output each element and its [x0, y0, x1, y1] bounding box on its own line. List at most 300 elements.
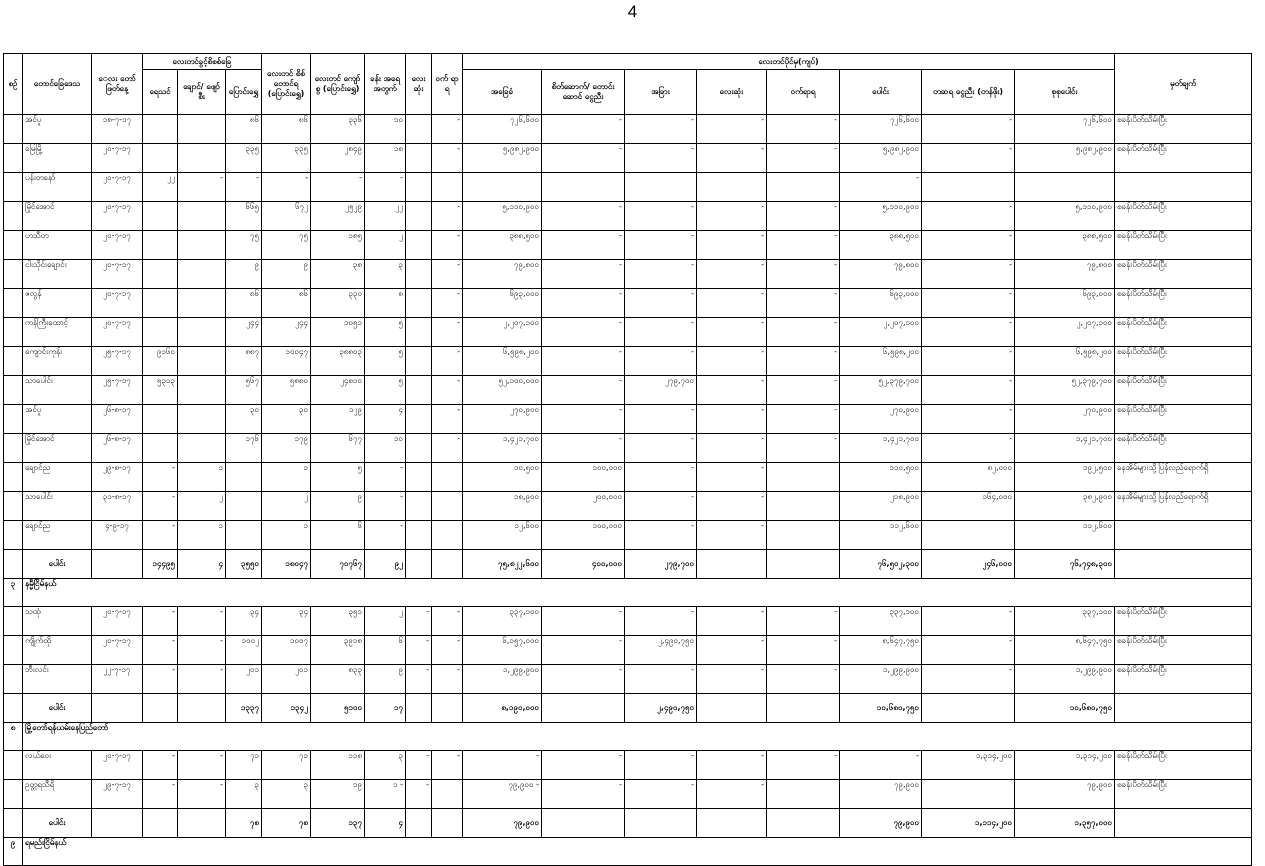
header-value-sub: ပေါင်း [840, 70, 922, 115]
data-cell: - [625, 780, 697, 809]
remark-cell: နေအိမ်များသို့ပြန်လည်ရောက်ရှိ [1115, 463, 1252, 492]
data-cell: ၅,၁၁၀,၉၀၀ [1015, 202, 1115, 231]
data-cell [4, 665, 23, 694]
township-cell: ဥတ္တရသီရိ [23, 780, 92, 809]
data-cell: ၃၃၀ [311, 289, 365, 318]
data-cell [406, 434, 432, 463]
data-cell [406, 405, 432, 434]
remark-cell: စခန်းပိတ်သိမ်းပြီး [1115, 376, 1252, 405]
data-cell [143, 289, 178, 318]
data-cell: - [542, 318, 625, 347]
data-cell: - [625, 289, 697, 318]
header-remarks: မှတ်ချက် [1115, 54, 1252, 115]
data-cell [226, 463, 262, 492]
data-cell: - [697, 115, 767, 144]
data-cell: - [432, 231, 463, 260]
data-cell: ၂၇၉,၇၀၀ [625, 376, 697, 405]
remark-cell: နေအိမ်များသို့ပြန်လည်ရောက်ရှိ [1115, 492, 1252, 521]
data-cell [143, 405, 178, 434]
empty-cell [4, 694, 23, 723]
data-cell: - [922, 434, 1015, 463]
data-cell: ၁,၃၁၄,၂၀၀ [1015, 751, 1115, 780]
data-cell: ၂၄၄ [262, 318, 311, 347]
data-cell: ၁၂၉ [311, 405, 365, 434]
data-cell: - [432, 665, 463, 694]
data-cell: ၂၀၁ [262, 665, 311, 694]
remark-cell [1115, 521, 1252, 550]
data-cell: ၉ [262, 260, 311, 289]
data-cell: - [625, 115, 697, 144]
data-cell [4, 492, 23, 521]
data-cell [922, 780, 1015, 809]
data-cell: ၃၈၈,၅၀၀ [463, 231, 542, 260]
total-cell: ၂၇၉,၇၀၀ [625, 550, 697, 579]
data-cell [4, 376, 23, 405]
table-row [4, 260, 1252, 289]
data-cell: - [625, 521, 697, 550]
data-cell: ၇၅ [226, 231, 262, 260]
remark-cell: စခန်းပိတ်သိမ်းပြီး [1115, 434, 1252, 463]
data-cell: ၄-၉-၁၇ [92, 521, 143, 550]
data-cell: - [432, 202, 463, 231]
data-cell: - [922, 607, 1015, 636]
data-cell: - [432, 405, 463, 434]
data-cell: ၃ [365, 260, 406, 289]
data-cell: ၂၀၀,၀၀၀ [542, 492, 625, 521]
total-row [4, 550, 1252, 579]
data-cell: ၂၉-၇-၁၇ [92, 780, 143, 809]
data-cell: - [767, 289, 840, 318]
data-cell: - [143, 463, 178, 492]
data-cell: ၅,၉၈၂,၉၀၀ [463, 144, 542, 173]
table-row [4, 115, 1252, 144]
data-cell: - [922, 260, 1015, 289]
total-cell: ၇၈ [226, 809, 262, 838]
section-number: ၈ [4, 723, 23, 751]
data-cell: - [542, 202, 625, 231]
header-value-sub: လေးဆုံး [697, 70, 767, 115]
data-cell: - [697, 260, 767, 289]
data-cell: ၂၇၀,၉၀၀ [1015, 405, 1115, 434]
data-cell: - [697, 751, 767, 780]
page-number: 4 [627, 2, 638, 21]
total-cell: ၁၃၇ [311, 809, 365, 838]
data-cell [463, 173, 542, 202]
data-cell: - [697, 665, 767, 694]
data-cell: ၁၁၀,၅၀၀ [840, 463, 922, 492]
table-row [4, 405, 1252, 434]
data-cell: - [767, 434, 840, 463]
data-cell: - [178, 636, 226, 665]
empty-cell [406, 550, 432, 579]
data-cell: ၁ [178, 463, 226, 492]
data-cell: - [365, 173, 406, 202]
data-cell [406, 318, 432, 347]
data-cell: ၁၉ [311, 780, 365, 809]
header-actual: လေးတင် ကျော်စွ (ပြောင်းရွှေ) [311, 54, 365, 115]
data-cell: - [922, 376, 1015, 405]
data-cell: ၃ [262, 780, 311, 809]
data-cell: - [262, 173, 311, 202]
total-cell: ၁,၁၁၄,၂၀၀ [922, 809, 1015, 838]
section-title: ရမည်းငြိမ်နယ် [23, 838, 1252, 866]
data-cell: ၁၀၅၁ [311, 318, 365, 347]
total-cell: ၉၂ [365, 550, 406, 579]
data-cell: ၁၆၄,၀၀၀ [922, 492, 1015, 521]
data-cell [178, 376, 226, 405]
township-cell: သထုံ [23, 607, 92, 636]
data-cell: ၈,၆၄၇,၇၅၀ [1015, 636, 1115, 665]
data-cell: ၁၀၀,၀၀၀ [542, 463, 625, 492]
section-number: ၃ [4, 579, 23, 607]
remark-cell: စခန်းပိတ်သိမ်းပြီး [1115, 231, 1252, 260]
township-cell: မြိုင်အောင် [23, 202, 92, 231]
data-cell: ၇၂၆,၆၀၀ [840, 115, 922, 144]
data-cell: - [432, 144, 463, 173]
data-cell [143, 115, 178, 144]
data-cell [178, 289, 226, 318]
total-label: ပေါင်း [23, 809, 92, 838]
data-cell: - [406, 607, 432, 636]
data-cell [922, 521, 1015, 550]
data-cell [767, 492, 840, 521]
header-bid-sub: ရေသင် [143, 70, 178, 115]
table-body [4, 115, 1252, 866]
data-cell: - [178, 665, 226, 694]
remark-cell: စခန်းပိတ်သိမ်းပြီး [1115, 751, 1252, 780]
data-cell: - [625, 144, 697, 173]
data-cell: ၈,၆၄၇,၇၅၀ [840, 636, 922, 665]
table-row [4, 202, 1252, 231]
table-row [4, 289, 1252, 318]
table-row [4, 521, 1252, 550]
data-cell [767, 521, 840, 550]
data-cell: - [767, 260, 840, 289]
data-cell: ၁,၃၁၄,၂၀၀ [922, 751, 1015, 780]
data-cell: ၂၄၄ [226, 318, 262, 347]
data-cell: ၉ [311, 492, 365, 521]
township-cell: ကန်ကြီးထောင့် [23, 318, 92, 347]
data-cell: ၁၀၀၂ [226, 636, 262, 665]
data-cell: ၆ [365, 636, 406, 665]
data-cell: - [625, 463, 697, 492]
data-cell: ၂၅-၇-၁၇ [92, 376, 143, 405]
data-cell: ၇၉,၉၀၀ [840, 780, 922, 809]
data-cell: ၆၆၅ [226, 202, 262, 231]
data-cell: ၅၂,၁၀၀,၀၀၀ [463, 376, 542, 405]
data-cell: ၇၉,၉၀၀ [1015, 780, 1115, 809]
data-cell: ၂၀၁ [226, 665, 262, 694]
data-cell: - [767, 607, 840, 636]
data-cell: ၁၈ [365, 144, 406, 173]
data-cell [4, 173, 23, 202]
data-cell: ၂၂ [365, 202, 406, 231]
township-cell: လယ်ဝေး [23, 751, 92, 780]
data-cell [406, 144, 432, 173]
data-cell: ၅ [365, 347, 406, 376]
total-cell: ၇၈ [262, 809, 311, 838]
data-cell [406, 115, 432, 144]
total-cell [542, 694, 625, 723]
data-cell: ၂ [365, 231, 406, 260]
header-date: ေလး တော် ဖြတ်နေ့ [92, 54, 143, 115]
data-cell: - [432, 115, 463, 144]
data-cell [143, 202, 178, 231]
data-cell: ၁၇၉ [262, 434, 311, 463]
data-cell: - [432, 751, 463, 780]
data-cell: - [542, 231, 625, 260]
table-header [4, 54, 1252, 115]
data-cell: ၇၉,၈၀၀ [840, 260, 922, 289]
township-cell: ချောင်ည [23, 521, 92, 550]
header-value-sub: အခြေခံ [463, 70, 542, 115]
data-cell: ၄ [365, 405, 406, 434]
data-cell: - [406, 780, 432, 809]
remark-cell [1115, 173, 1252, 202]
township-cell: အင်ပူ [23, 405, 92, 434]
table-row [4, 231, 1252, 260]
data-cell: - [432, 434, 463, 463]
table-row [4, 607, 1252, 636]
data-cell: - [625, 260, 697, 289]
data-cell: - [625, 665, 697, 694]
data-cell: - [767, 405, 840, 434]
data-cell: ၈၆ [262, 289, 311, 318]
total-label: ပေါင်း [23, 550, 92, 579]
header-value-sub: စိတ်ဆောက်/ တောင်းဆောင် ငွေညီး [542, 70, 625, 115]
data-cell: ၆၇၇ [311, 434, 365, 463]
data-cell: - [143, 665, 178, 694]
data-cell: ၈၃၃ [311, 665, 365, 694]
data-cell: ၂၀-၇-၁၇ [92, 173, 143, 202]
data-cell: - [432, 318, 463, 347]
township-cell: အင်ပူ [23, 115, 92, 144]
data-cell: - [463, 751, 542, 780]
remark-cell: စခန်းပိတ်သိမ်းပြီး [1115, 405, 1252, 434]
total-cell: ၂,၄၉၀,၇၅၀ [625, 694, 697, 723]
data-cell: - [178, 780, 226, 809]
data-cell [4, 144, 23, 173]
remark-cell: စခန်းပိတ်သိမ်းပြီး [1115, 636, 1252, 665]
data-cell [178, 115, 226, 144]
data-cell: ၂,၂၀၇,၁၀၀ [840, 318, 922, 347]
data-cell [178, 231, 226, 260]
total-cell: ၁၈၀၄၇ [262, 550, 311, 579]
data-cell [767, 463, 840, 492]
data-cell: - [178, 607, 226, 636]
data-cell: ၆,၅၉၈,၂၀၀ [463, 347, 542, 376]
remark-cell: စခန်းပိတ်သိမ်းပြီး [1115, 318, 1252, 347]
data-cell [406, 173, 432, 202]
data-cell: ၈ [365, 289, 406, 318]
data-cell: ၃၈ [311, 260, 365, 289]
data-cell: ၂၄၈၁၀ [311, 376, 365, 405]
data-cell: ၆,၅၉၈,၂၀၀ [840, 347, 922, 376]
data-cell [406, 260, 432, 289]
table-row [4, 665, 1252, 694]
data-cell: ၅၆၇ [226, 376, 262, 405]
data-cell: - [697, 231, 767, 260]
data-cell: ၁၈,၉၀၀ [463, 492, 542, 521]
data-cell [432, 780, 463, 809]
township-cell: သာပေါင်း [23, 376, 92, 405]
total-cell: ၂၄၆,၀၀၀ [922, 550, 1015, 579]
total-cell: ၃၅၅၀ [226, 550, 262, 579]
data-cell: ၅၃၁၃ [143, 376, 178, 405]
data-cell: ၃၃၇,၁၀၀ [1015, 607, 1115, 636]
data-cell: - [542, 144, 625, 173]
data-cell: - [432, 636, 463, 665]
data-cell: - [697, 492, 767, 521]
data-cell: ၂၅-၇-၁၇ [92, 347, 143, 376]
data-cell: - [542, 665, 625, 694]
data-cell [1015, 173, 1115, 202]
data-cell: - [178, 173, 226, 202]
data-cell [406, 492, 432, 521]
total-cell: ၄ [365, 809, 406, 838]
data-cell [143, 231, 178, 260]
empty-cell [406, 809, 432, 838]
total-cell [178, 694, 226, 723]
data-cell: - [625, 318, 697, 347]
data-cell: - [767, 636, 840, 665]
data-cell: ၇၅ [262, 231, 311, 260]
data-cell: ၇၁ [262, 751, 311, 780]
data-cell: ၇၉,၈၀၀ [1015, 260, 1115, 289]
table-row [4, 347, 1252, 376]
data-cell: ၂၀-၇-၁၇ [92, 636, 143, 665]
data-cell [406, 376, 432, 405]
data-cell [4, 405, 23, 434]
data-cell [178, 318, 226, 347]
empty-cell [697, 694, 767, 723]
data-cell: - [697, 607, 767, 636]
total-cell [625, 809, 697, 838]
data-cell: ၂၅၂၉ [311, 202, 365, 231]
data-cell [767, 780, 840, 809]
data-cell: ၁၀၀၄၇ [262, 347, 311, 376]
header-no: စဉ် [4, 54, 23, 115]
section-row [4, 723, 1252, 751]
data-cell: - [143, 751, 178, 780]
data-cell: ၇၁ [226, 751, 262, 780]
data-cell: - [922, 144, 1015, 173]
total-cell: ၁၃၄၂ [262, 694, 311, 723]
empty-cell [767, 550, 840, 579]
data-cell: ၂ [365, 607, 406, 636]
data-cell: - [542, 405, 625, 434]
data-cell: ၉ [226, 260, 262, 289]
data-cell: - [697, 463, 767, 492]
data-cell: - [432, 347, 463, 376]
header-bid-sub: ချောင်/ ဖျော်စီး [178, 70, 226, 115]
empty-cell [432, 694, 463, 723]
data-cell: ၁၁၈ [311, 751, 365, 780]
data-cell [178, 202, 226, 231]
data-cell: ၂၂-၇-၁၇ [92, 665, 143, 694]
total-cell: ၇၉,၉၀၀ [840, 809, 922, 838]
table-row [4, 492, 1252, 521]
data-cell [406, 289, 432, 318]
data-cell: - [697, 202, 767, 231]
remark-cell: စခန်းပိတ်သိမ်းပြီး [1115, 780, 1252, 809]
data-cell: ၂၂ [143, 173, 178, 202]
data-cell [406, 202, 432, 231]
data-cell: ၆၉၃,၀၀၀ [1015, 289, 1115, 318]
empty-cell [1115, 550, 1252, 579]
total-cell: ၁၀,၆၈၀,၇၅၀ [1015, 694, 1115, 723]
data-cell: ၁၇၆ [226, 434, 262, 463]
data-cell: - [840, 751, 922, 780]
data-cell: ၂၁၈,၉၀၀ [840, 492, 922, 521]
data-cell: ၃၁-၈-၁၇ [92, 492, 143, 521]
data-cell: ၃၀ [226, 405, 262, 434]
data-cell: - [922, 115, 1015, 144]
data-cell: - [697, 405, 767, 434]
data-cell: ၃၅၁ [311, 607, 365, 636]
township-cell: မြေမြို့ [23, 144, 92, 173]
section-title: နမ္မီငြိမ်နယ် [23, 579, 1252, 607]
data-cell: - [143, 521, 178, 550]
data-cell [4, 260, 23, 289]
township-cell: ဘီးလင်း [23, 665, 92, 694]
data-cell: ၈၆ [226, 115, 262, 144]
data-cell: ၅၂,၃၇၉,၇၀၀ [840, 376, 922, 405]
total-cell: ၁၄၄၉၅ [143, 550, 178, 579]
data-cell: ၇၂၆,၆၀၀ [1015, 115, 1115, 144]
data-cell [226, 492, 262, 521]
data-cell [143, 318, 178, 347]
data-cell: ၁ [262, 463, 311, 492]
data-cell: ၃၃၅ [226, 144, 262, 173]
data-cell: ၁,၂၉၉,၉၀၀ [463, 665, 542, 694]
data-cell: ၃၈၈,၅၀၀ [1015, 231, 1115, 260]
data-cell [542, 173, 625, 202]
remark-cell: စခန်းပိတ်သိမ်းပြီး [1115, 665, 1252, 694]
data-cell: ၃၄ [226, 607, 262, 636]
data-cell: - [697, 376, 767, 405]
data-cell [432, 492, 463, 521]
data-cell: - [697, 636, 767, 665]
data-cell: - [178, 751, 226, 780]
data-cell: ၁၀ [365, 115, 406, 144]
data-cell: ၅ [311, 463, 365, 492]
data-cell: - [542, 434, 625, 463]
data-cell: - [226, 173, 262, 202]
data-cell: - [542, 607, 625, 636]
data-cell: - [625, 347, 697, 376]
data-cell: ၂၆-၈-၁၇ [92, 405, 143, 434]
data-cell: - [143, 607, 178, 636]
data-cell [767, 173, 840, 202]
data-cell: ၁၀၀၇ [262, 636, 311, 665]
data-cell: - [542, 780, 625, 809]
table-row [4, 751, 1252, 780]
data-cell: ၁၈၅ [311, 231, 365, 260]
header-units: ခန်း အရေ အတွက် [365, 54, 406, 115]
data-cell [432, 521, 463, 550]
township-cell: ချောင်ည [23, 463, 92, 492]
data-cell: ၆၇၂ [262, 202, 311, 231]
data-cell [178, 347, 226, 376]
data-cell: - [767, 665, 840, 694]
data-cell: ၃ [365, 751, 406, 780]
data-cell [4, 347, 23, 376]
data-cell: ၁၁၂,၆၀၀ [840, 521, 922, 550]
data-cell: - [922, 405, 1015, 434]
data-cell: ၃၀ [262, 405, 311, 434]
data-cell: ၂၇၀,၉၀၀ [463, 405, 542, 434]
